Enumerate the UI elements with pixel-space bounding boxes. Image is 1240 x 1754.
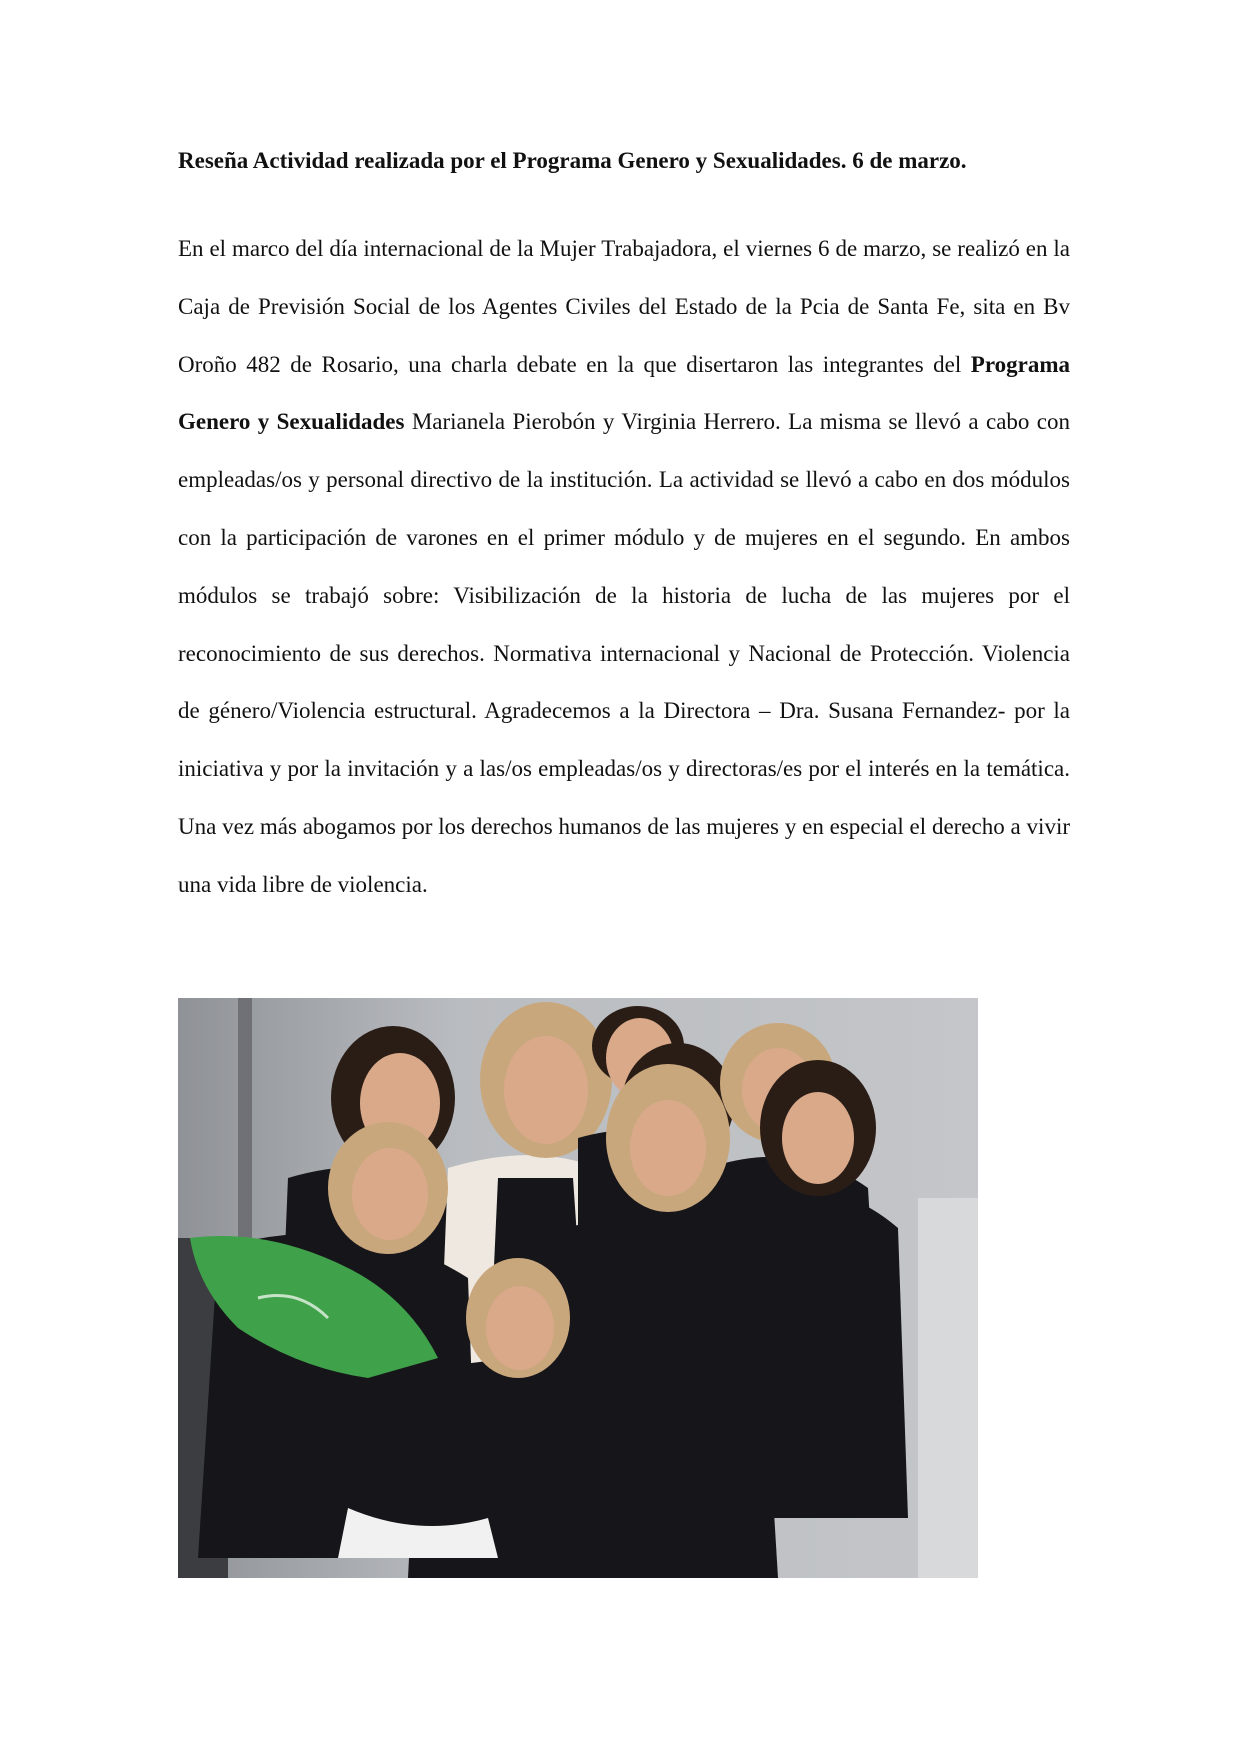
group-photo: [178, 998, 978, 1578]
group-photo-illustration: [178, 998, 978, 1578]
body-paragraph: [178, 220, 1070, 914]
program-name: Programa Genero y Sexualidades: [178, 351, 1070, 435]
document-title: Reseña Actividad realizada por el Programa Genero y Sexualidades. 6 de marzo.: [178, 148, 967, 173]
paragraph-text-part-1: En el marco del día internacional de la Mujer Trabajadora, el viernes 6 de marzo, se realizó en la Caja de Previsión Social de los Agentes Civiles del Estado de la Pcia de Santa Fe, sita en Bv Oroño 482 de Rosario, una charla debate en la que disertaron las integrantes del: [178, 236, 1070, 377]
photo-right-object: [918, 1198, 978, 1578]
paragraph-text-part-2: Marianela Pierobón y Virginia Herrero. La misma se llevó a cabo con empleadas/os y personal directivo de la institución. La actividad se llevó a cabo en dos módulos con la participación de varones en el primer módulo y de mujeres en el segundo. En ambos módulos se trabajó sobre: Visibilización de la historia de lucha de las mujeres por el reconocimiento de sus derechos. Normativa internacional y Nacional de Protección. Violencia de género/Violencia estructural. Agradecemos a la Directora – Dra. Susana Fernandez- por la iniciativa y por la invitación y a las/os empleadas/os y directoras/es por el interés en la temática. Una vez más abogamos por los derechos humanos de las mujeres y en especial el derecho a vivir una vida libre de violencia.: [178, 409, 1070, 897]
